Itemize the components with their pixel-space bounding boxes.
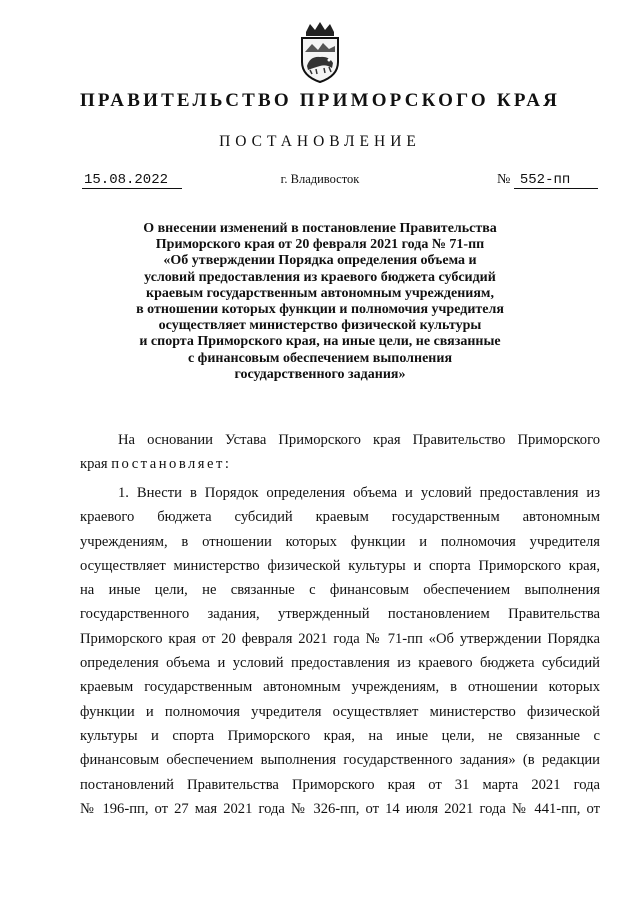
body-line: осуществляет министерство физической культуры и спорта Приморского края, — [80, 557, 600, 574]
coat-of-arms-tiger-icon — [296, 22, 344, 84]
number-sign: № — [497, 172, 511, 187]
title-line: Приморского края от 20 февраля 2021 года № 71-пп — [155, 237, 485, 253]
title-line: осуществляет министерство физической культуры — [158, 318, 482, 334]
document-type: ПОСТАНОВЛЕНИЕ — [219, 133, 421, 150]
document-date: 15.08.2022 — [82, 172, 182, 189]
body-line: культуры и спорта Приморского края, на иные цели, не связанные с — [80, 727, 600, 744]
body-line: Приморского края от 20 февраля 2021 года № 71-пп «Об утверждении Порядка — [80, 630, 600, 647]
title-line: краевым государственным автономным учреждениям, — [146, 285, 494, 301]
resolves-word: постановляет: — [111, 456, 232, 473]
body-line: постановлений Правительства Приморского края от 31 марта 2021 года — [80, 776, 600, 793]
item-1-paragraph — [80, 481, 600, 821]
title-line: «Об утверждении Порядка определения объема и — [163, 253, 477, 269]
preamble-paragraph — [80, 428, 600, 477]
title-line: с финансовым обеспечением выполнения — [187, 350, 453, 366]
document-number-field — [497, 172, 598, 189]
document-title — [110, 221, 530, 383]
body-line: определения объема и условий предоставления из краевого бюджета субсидий — [80, 655, 600, 672]
body-line — [80, 452, 600, 476]
body-line: финансовым обеспечением выполнения государственного задания» (в редакции — [80, 752, 600, 769]
title-line: и спорта Приморского края, на иные цели, не связанные — [139, 334, 501, 350]
document-meta-row — [0, 172, 640, 192]
body-line: государственного задания, утвержденный постановлением Правительства — [80, 606, 600, 623]
body-line: № 196-пп, от 27 мая 2021 года № 326-пп, от 14 июля 2021 года № 441-пп, от — [80, 800, 600, 817]
preamble-prefix: края — [80, 456, 112, 473]
title-line: государственного задания» — [234, 366, 406, 382]
body-line: 1. Внести в Порядок определения объема и условий предоставления из — [118, 485, 600, 501]
document-number: 552-пп — [514, 172, 598, 189]
body-line: функции и полномочия учредителя осуществляет министерство физической — [80, 703, 600, 720]
body-line: краевым государственным автономным учреждениям, в отношении которых — [80, 679, 600, 696]
document-city: г. Владивосток — [280, 172, 360, 186]
body-line: краевого бюджета субсидий краевым государственным автономным — [80, 509, 600, 526]
organization-title: ПРАВИТЕЛЬСТВО ПРИМОРСКОГО КРАЯ — [79, 90, 561, 111]
title-line: О внесении изменений в постановление Правительства — [143, 221, 497, 236]
body-line: На основании Устава Приморского края Правительство Приморского — [118, 432, 600, 448]
title-line: в отношении которых функции и полномочия учредителя — [136, 302, 504, 318]
body-line: на иные цели, не связанные с финансовым обеспечением выполнения — [80, 582, 600, 599]
title-line: условий предоставления из краевого бюджета субсидий — [144, 269, 496, 285]
body-line: учреждениям, в отношении которых функции и полномочия учредителя — [80, 533, 600, 550]
